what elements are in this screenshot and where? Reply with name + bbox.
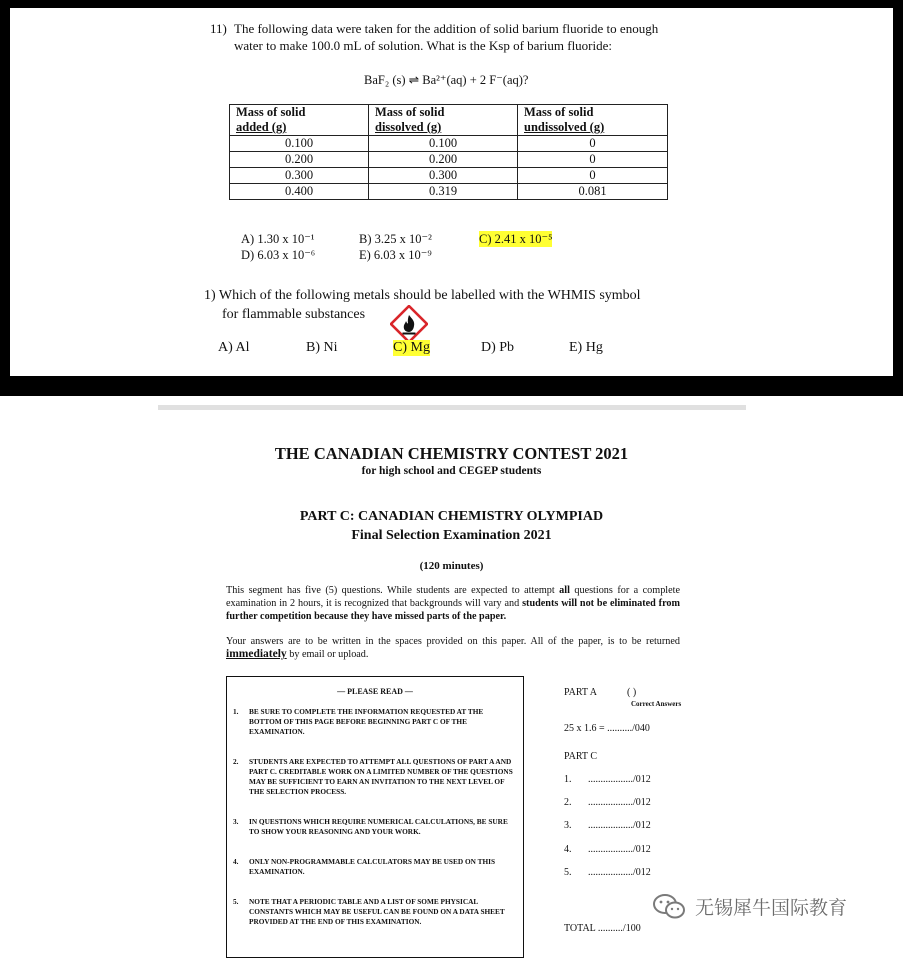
- question-text: The following data were taken for the addition of solid barium fluoride to enough water to make 100.0 mL of solution. What is the Ksp of barium fluoride:: [234, 21, 659, 53]
- page-divider: [158, 405, 746, 410]
- part-c-q1-number: 1.: [564, 774, 572, 785]
- answer-paragraph: [226, 635, 680, 661]
- text: questions for a complete examination in 2 hours, it is recognized that backgrounds will vary and: [226, 585, 680, 609]
- box-header: — PLEASE READ —: [337, 687, 413, 696]
- contest-title: THE CANADIAN CHEMISTRY CONTEST 2021: [274, 444, 629, 463]
- option-d: D) 6.03 x 10⁻⁶: [241, 248, 316, 262]
- table-cell: 0.200: [230, 152, 369, 168]
- table-cell: 0.319: [369, 184, 518, 200]
- instruction-item: 2. STUDENTS ARE EXPECTED TO ATTEMPT ALL QUESTIONS OF PART A AND PART C. CREDITABLE WORK ON A LIMITED NUMBER OF THE QUESTIONS MAY BE SUFFICIENT TO EARN AN INVITATION TO THE NEXT LEVEL OF THE SELECTION PROCESS.: [233, 757, 513, 796]
- part-c-q3-number: 3.: [564, 820, 572, 831]
- table-cell: 0.300: [369, 168, 518, 184]
- question-number: 11): [210, 21, 227, 36]
- part-c-q2-number: 2.: [564, 797, 572, 808]
- intro-paragraph: [226, 584, 680, 623]
- table-cell: 0.200: [369, 152, 518, 168]
- table-header-row: [230, 105, 668, 136]
- option-e: E) Hg: [569, 340, 603, 355]
- instructions-box: [226, 676, 524, 958]
- table-row: [230, 184, 668, 200]
- part-c-q3-score: ................../012: [588, 820, 651, 831]
- table-cell: 0.100: [230, 136, 369, 152]
- table-row: [230, 136, 668, 152]
- instruction-item: 1. BE SURE TO COMPLETE THE INFORMATION REQUESTED AT THE BOTTOM OF THIS PAGE BEFORE BEGINNING PART C OF THE EXAMINATION.: [233, 707, 484, 736]
- table-header: Mass of solid undissolved (g): [518, 105, 668, 136]
- correct-answers-label: Correct Answers: [631, 700, 682, 708]
- part-subtitle: Final Selection Examination 2021: [351, 528, 552, 543]
- question-text-line2: for flammable substances: [222, 307, 366, 322]
- text: Your answers are to be written in the spaces provided on this paper. All of the paper, is to be returned: [226, 636, 680, 647]
- table-cell: 0.400: [230, 184, 369, 200]
- option-d: D) Pb: [481, 340, 515, 355]
- table-cell: 0: [518, 168, 668, 184]
- option-b: B) 3.25 x 10⁻²: [359, 232, 432, 246]
- question-number: 1): [204, 288, 216, 303]
- part-c-q4-score: ................../012: [588, 844, 651, 855]
- table-header: Mass of solid dissolved (g): [369, 105, 518, 136]
- chemical-equation: BaF₂ (s) ⇌ Ba²⁺(aq) + 2 F⁻(aq)?: [364, 73, 529, 87]
- table-cell: 0.300: [230, 168, 369, 184]
- text-bold-underlined: immediately: [226, 648, 287, 660]
- table-cell: 0.100: [369, 136, 518, 152]
- part-a-label: PART A: [564, 687, 598, 698]
- part-c-q4-number: 4.: [564, 844, 572, 855]
- part-c-q2-score: ................../012: [588, 797, 651, 808]
- table-cell: 0.081: [518, 184, 668, 200]
- part-c-q5-number: 5.: [564, 867, 572, 878]
- table-row: [230, 168, 668, 184]
- watermark-text: 无锡犀牛国际教育: [695, 897, 848, 919]
- total-score: TOTAL ........../100: [564, 923, 641, 934]
- question-11: [212, 20, 682, 54]
- text: by email or upload.: [286, 649, 369, 660]
- instruction-item: 5. NOTE THAT A PERIODIC TABLE AND A LIST OF SOME PHYSICAL CONSTANTS WHICH MAY BE USEFUL CAN BE FOUND ON A DATA SHEET PROVIDED AT THE END OF THIS EXAMINATION.: [233, 897, 505, 926]
- data-table: [229, 104, 668, 200]
- table-cell: 0: [518, 152, 668, 168]
- option-a: A) Al: [218, 340, 250, 355]
- part-a-score: 25 x 1.6 = ........../040: [564, 723, 650, 734]
- option-c-highlighted: C) Mg: [393, 340, 430, 355]
- part-c-q1-score: ................../012: [588, 774, 651, 785]
- question-text-line1: Which of the following metals should be labelled with the WHMIS symbol: [218, 288, 641, 303]
- part-title: PART C: CANADIAN CHEMISTRY OLYMPIAD: [299, 509, 604, 524]
- text-bold: all: [559, 585, 570, 596]
- instruction-item: 3. IN QUESTIONS WHICH REQUIRE NUMERICAL CALCULATIONS, BE SURE TO SHOW YOUR REASONING AND YOUR WORK.: [233, 817, 508, 836]
- table-row: [230, 152, 668, 168]
- wechat-icon: [652, 893, 688, 921]
- instruction-item: 4. ONLY NON-PROGRAMMABLE CALCULATORS MAY BE USED ON THIS EXAMINATION.: [233, 857, 496, 876]
- question-1: [204, 286, 724, 324]
- duration: (120 minutes): [419, 560, 484, 572]
- contest-subtitle: for high school and CEGEP students: [361, 465, 542, 477]
- part-c-label: PART C: [564, 751, 598, 762]
- text-bold: students will not be eliminated from further competition because they have missed parts of the paper.: [226, 598, 680, 622]
- option-a: A) 1.30 x 10⁻¹: [241, 232, 315, 246]
- text: This segment has five (5) questions. While students are expected to attempt: [226, 585, 560, 596]
- option-e: E) 6.03 x 10⁻⁹: [359, 248, 432, 262]
- option-b: B) Ni: [306, 340, 338, 355]
- part-a-answer-blank: ( ): [627, 687, 637, 698]
- table-header: Mass of solid added (g): [230, 105, 369, 136]
- table-cell: 0: [518, 136, 668, 152]
- option-c-highlighted: C) 2.41 x 10⁻⁵: [479, 232, 553, 246]
- part-c-q5-score: ................../012: [588, 867, 651, 878]
- whmis-flammable-icon: [390, 305, 428, 343]
